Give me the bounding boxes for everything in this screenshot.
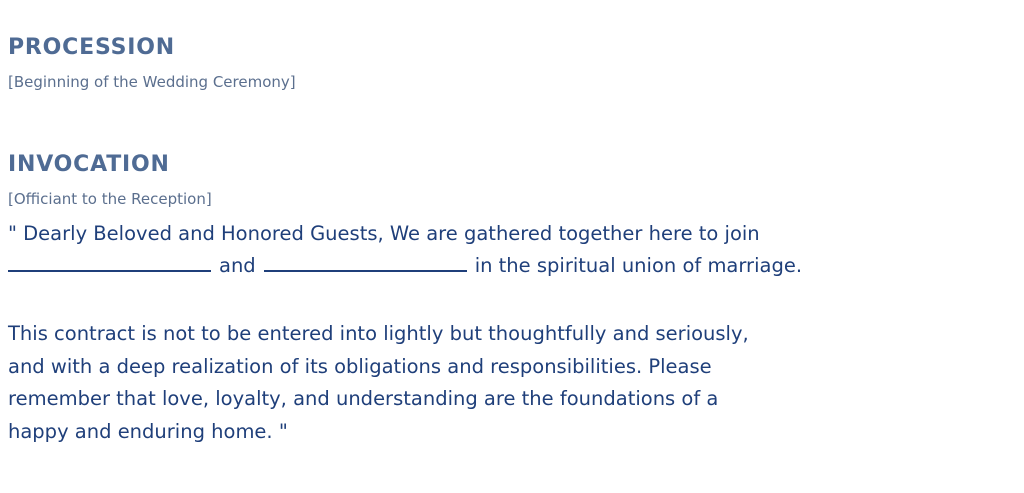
procession-note: [Beginning of the Wedding Ceremony] bbox=[8, 73, 296, 91]
paragraph-line: remember that love, loyalty, and understanding are the foundations of a bbox=[8, 387, 719, 410]
conjunction-text: and bbox=[219, 254, 256, 277]
name-blank-2[interactable] bbox=[264, 270, 467, 272]
invocation-line-2 bbox=[8, 250, 810, 282]
paragraph-line: happy and enduring home. " bbox=[8, 419, 288, 443]
invocation-paragraph-2 bbox=[8, 318, 1008, 448]
union-text: in the spiritual union of marriage. bbox=[474, 254, 803, 277]
invocation-paragraph-1 bbox=[8, 218, 810, 282]
paragraph-line: This contract is not to be entered into lightly but thoughtfully and seriously, bbox=[8, 322, 749, 345]
invocation-note: [Officiant to the Reception] bbox=[8, 190, 212, 208]
name-blank-1[interactable] bbox=[8, 270, 211, 272]
invocation-heading: INVOCATION bbox=[8, 152, 170, 177]
invocation-line-1: " Dearly Beloved and Honored Guests, We are gathered together here to join bbox=[8, 222, 760, 245]
paragraph-line: and with a deep realization of its obligations and responsibilities. Please bbox=[8, 354, 712, 378]
procession-heading: PROCESSION bbox=[8, 35, 175, 60]
